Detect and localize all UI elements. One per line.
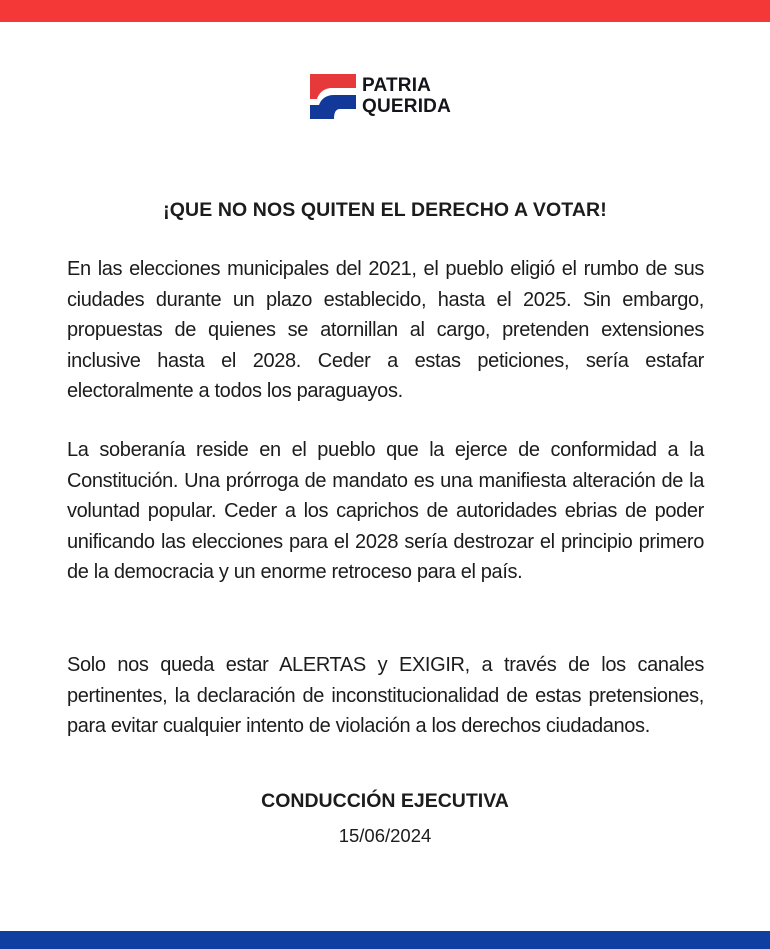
patria-querida-flag-icon <box>310 72 356 120</box>
logo-line-2: QUERIDA <box>362 96 452 117</box>
top-red-bar <box>0 0 770 22</box>
logo-line-1: PATRIA <box>362 75 432 96</box>
document-date: 15/06/2024 <box>338 825 432 846</box>
party-logo <box>310 72 480 120</box>
logo-wordmark <box>362 75 451 117</box>
bottom-blue-bar <box>0 931 770 949</box>
signature: CONDUCCIÓN EJECUTIVA <box>261 790 509 812</box>
paragraph-3: Solo nos queda estar ALERTAS y EXIGIR, a través de los canales pertinentes, la declaración de inconstitucionalidad de estas pretensiones, para evitar cualquier intento de violación a los derechos ciudadanos. <box>67 654 704 738</box>
document-headline: ¡QUE NO NOS QUITEN EL DERECHO A VOTAR! <box>163 199 607 221</box>
paragraph-1: En las elecciones municipales del 2021, el pueblo eligió el rumbo de sus ciudades durante un plazo establecido, hasta el 2025. Sin embargo, propuestas de quienes se atornillan al cargo, pretenden extensiones inclusive hasta el 2028. Ceder a estas peticiones, sería estafar electoralmente a todos los paraguayos. <box>67 258 704 403</box>
paragraph-2: La soberanía reside en el pueblo que la ejerce de conformidad a la Constitución. Una prórroga de mandato es una manifiesta alteración de la voluntad popular. Ceder a los caprichos de autoridades ebrias de poder unificando las elecciones para el 2028 sería destrozar el principio primero de la democracia y un enorme retroceso para el país. <box>67 439 704 584</box>
